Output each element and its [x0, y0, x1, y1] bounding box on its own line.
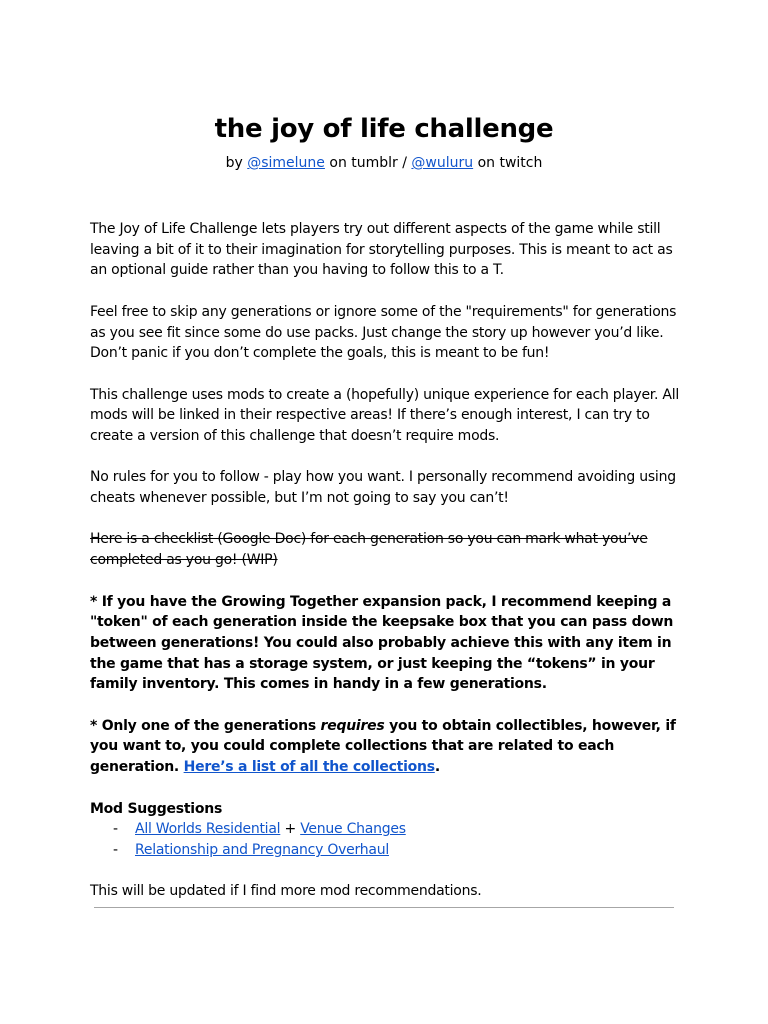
- rules-paragraph: No rules for you to follow - play how you want. I personally recommend avoiding using cheats whenever possible, but I’m not going to say you can’t!: [90, 469, 676, 507]
- document-body: [90, 219, 690, 923]
- collectibles-paragraph: [90, 716, 690, 778]
- venue-changes-link[interactable]: Venue Changes: [300, 821, 406, 838]
- growing-together-paragraph: * If you have the Growing Together expansion pack, I recommend keeping a "token" of each generation inside the keepsake box that you can pass down between generations! You could also probably achieve this with any item in the game that has a storage system, or just keeping the “tokens” in your family inventory. This comes in handy in a few generations.: [90, 593, 674, 693]
- collections-list-link[interactable]: Here’s a list of all the collections: [183, 759, 435, 776]
- mod-suggestions-list: [90, 819, 690, 860]
- byline-prefix: by: [225, 155, 248, 171]
- collectibles-emphasis: requires: [320, 717, 385, 734]
- checklist-paragraph: Here is a checklist (Google Doc) for each generation so you can mark what you’ve completed as you go! (WIP): [90, 531, 648, 569]
- intro-paragraph: The Joy of Life Challenge lets players try out different aspects of the game while still leaving a bit of it to their imagination for storytelling purposes. This is meant to act as an optional guide rather than you having to follow this to a T.: [90, 221, 673, 279]
- byline-platform-tumblr: on tumblr /: [324, 155, 412, 171]
- horizontal-divider: [94, 907, 674, 908]
- collectibles-text-start: * Only one of the generations: [90, 717, 321, 734]
- byline: [0, 155, 768, 171]
- list-dash: -: [113, 821, 118, 838]
- mods-paragraph: This challenge uses mods to create a (hopefully) unique experience for each player. All mods will be linked in their respective areas! If there’s enough interest, I can try to create a version of this challenge that doesn’t require mods.: [90, 386, 680, 444]
- plus-separator: +: [280, 821, 301, 838]
- page-title: the joy of life challenge: [214, 114, 554, 144]
- relationship-pregnancy-overhaul-link[interactable]: Relationship and Pregnancy Overhaul: [135, 841, 389, 858]
- collectibles-text-middle: you to obtain collectibles, however, if you want to, you could complete collections that are related to each generation.: [90, 717, 676, 776]
- mod-suggestions-heading: Mod Suggestions: [90, 800, 223, 817]
- list-dash: -: [113, 841, 118, 858]
- list-item: [90, 819, 690, 840]
- twitch-handle-link[interactable]: @wuluru: [411, 155, 474, 171]
- list-item: [90, 840, 690, 861]
- skip-paragraph: Feel free to skip any generations or ignore some of the "requirements" for generations as you see fit since some do use packs. Just change the story up however you’d like. Don’t panic if you don’t complete the goals, this is meant to be fun!: [90, 303, 677, 362]
- collectibles-text-end: .: [434, 759, 440, 776]
- all-worlds-residential-link[interactable]: All Worlds Residential: [135, 821, 281, 838]
- tumblr-handle-link[interactable]: @simelune: [247, 155, 325, 171]
- byline-platform-twitch: on twitch: [473, 155, 543, 171]
- footer-paragraph: This will be updated if I find more mod recommendations.: [90, 883, 482, 900]
